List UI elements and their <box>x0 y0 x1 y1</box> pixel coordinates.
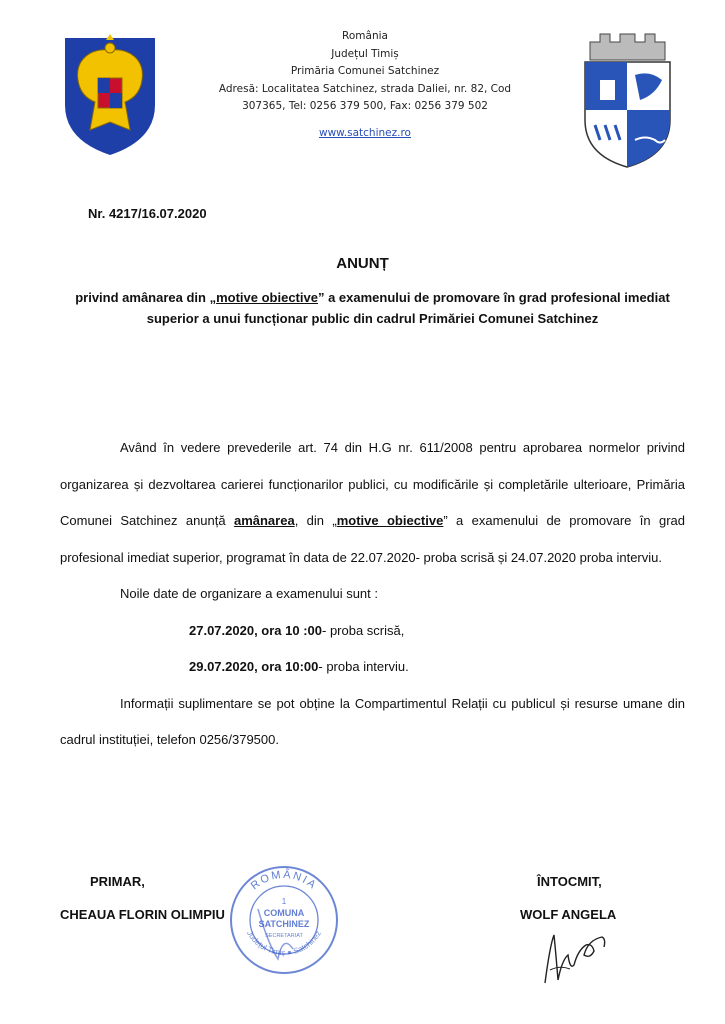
date2-rest: - proba interviu. <box>318 659 409 674</box>
p1-text-e: ” a examenului de promovare în grad profesional imediat superior, programat în data de 22.07.2020- proba scrisă și 24.07.2020 proba interviu. <box>60 513 685 565</box>
subtitle-part-1: privind amânarea din „ <box>75 290 217 305</box>
document-number: Nr. 4217/16.07.2020 <box>88 206 207 221</box>
website-link[interactable]: www.satchinez.ro <box>319 126 411 139</box>
stamp-line-1: COMUNA <box>263 908 305 918</box>
author-title: ÎNTOCMIT, <box>537 874 602 889</box>
header-institution: Primăria Comunei Satchinez <box>290 65 440 77</box>
mayor-title: PRIMAR, <box>90 874 145 889</box>
p1-text-a: Având în vedere prevederile art. 74 din H.G nr. 611/2008 pentru aprobarea normelor privind organizarea și dezvoltarea carierei funcționarilor publici, cu modificările și completările ulterioare, Primăria Comunei Satchinez anunță <box>60 440 685 528</box>
announcement-body <box>60 430 685 759</box>
p1-emphasis-postponement: amânarea <box>233 513 295 528</box>
author-name: WOLF ANGELA <box>520 907 617 922</box>
stamp-line-2: SATCHINEZ <box>258 919 310 929</box>
official-stamp <box>228 864 340 976</box>
romania-coat-of-arms-icon <box>60 30 160 160</box>
document-subtitle <box>60 287 685 329</box>
stamp-number: 1 <box>281 897 287 906</box>
date2-bold: 29.07.2020, ora 10:00 <box>189 659 319 674</box>
signature-scribble-icon <box>540 925 610 985</box>
stamp-line-3: SECRETARIAT <box>265 933 303 939</box>
document-title: ANUNȚ <box>336 255 389 272</box>
header-country: România <box>342 30 388 42</box>
paragraph-contact-info: Informații suplimentare se pot obține la Compartimentul Relații cu publicul și resurse umane din cadrul instituției, telefon 0256/379500. <box>60 695 685 747</box>
subtitle-part-2: ” a examenului de promovare în grad profesional imediat superior a unui funcționar public din cadrul Primăriei Comunei Satchinez <box>146 290 670 326</box>
header-county: Județul Timiș <box>331 47 399 60</box>
date-interview <box>60 649 685 686</box>
institution-header <box>200 28 530 142</box>
stamp-top-text: ROMÂNIA <box>248 868 320 893</box>
p1-emphasis-reasons: motive obiective <box>336 513 444 528</box>
p1-text-c: , din „ <box>294 513 337 528</box>
date-written-exam <box>60 613 685 650</box>
date1-bold: 27.07.2020, ora 10 :00 <box>189 622 322 638</box>
subtitle-highlight: motive obiective <box>216 290 318 305</box>
satchinez-coat-of-arms-icon <box>580 30 675 170</box>
date1-rest: - proba scrisă, <box>322 622 405 638</box>
header-address: Adresă: Localitatea Satchinez, strada Daliei, nr. 82, Cod <box>218 82 512 95</box>
svg-text:ROMÂNIA <box>249 868 319 892</box>
paragraph-new-dates-intro: Noile date de organizare a examenului sunt : <box>120 586 378 601</box>
stamp-bottom-text: Județul Timiș ● Satchinez <box>244 929 324 958</box>
mayor-name: CHEAUA FLORIN OLIMPIU <box>60 907 225 922</box>
header-contact: 307365, Tel: 0256 379 500, Fax: 0256 379 502 <box>242 100 488 112</box>
paragraph-legal-basis <box>60 430 685 576</box>
